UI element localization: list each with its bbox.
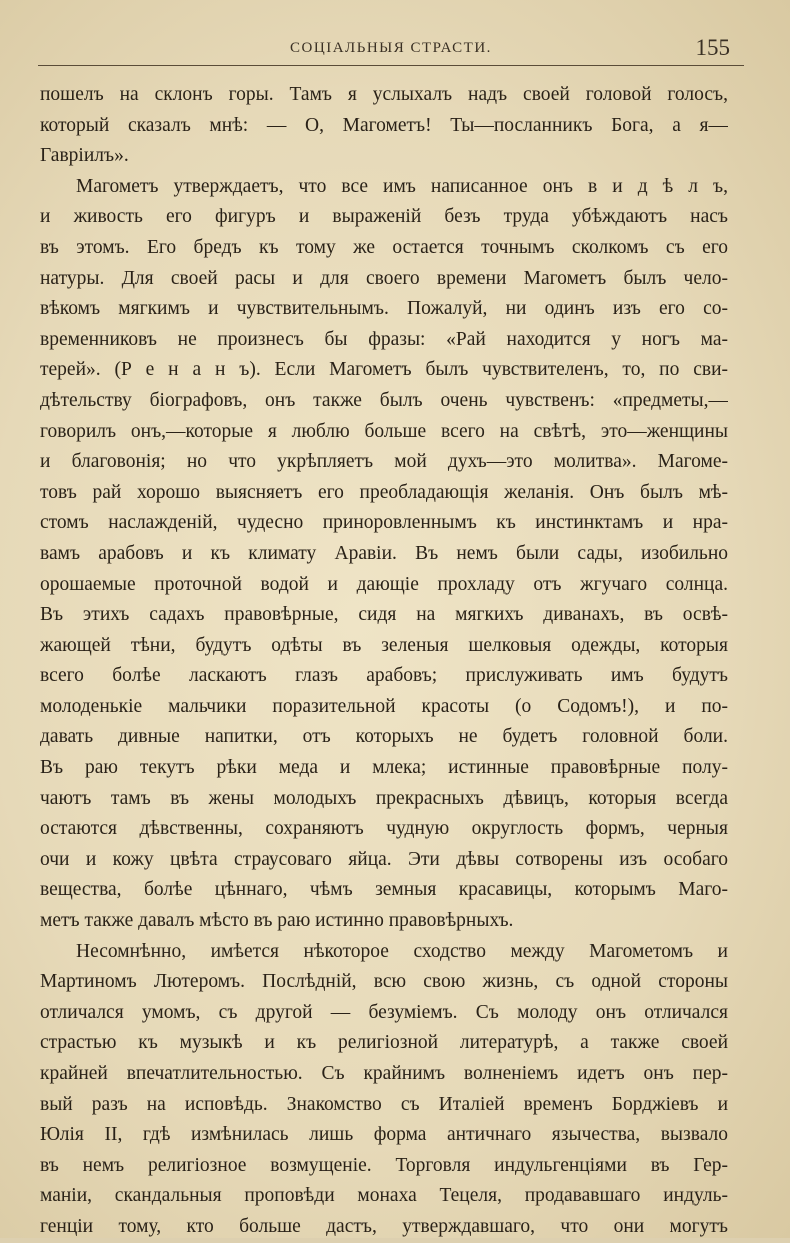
text-line: жающей тѣни, будутъ одѣты въ зеленыя шелковыя одежды, которыя (40, 634, 728, 656)
text-line: крайней впечатлительностью. Съ крайнимъ волненіемъ идетъ онъ пер- (40, 1063, 728, 1084)
text-line: очи и кожу цвѣта страусоваго яйца. Эти дѣвы сотворены изъ особаго (40, 848, 728, 870)
paragraph-3 (40, 937, 728, 1243)
text-line: дѣтельству біографовъ, онъ также былъ очень чувственъ: «предметы,— (40, 389, 728, 411)
text-line: генціи тому, кто больше дастъ, утверждавшаго, что они могутъ (40, 1215, 728, 1237)
text-line: остаются дѣвственны, сохраняютъ чудную округлость формъ, черныя (40, 818, 728, 840)
header-rule (38, 65, 744, 66)
text-line: чаютъ тамъ въ жены молодыхъ прекрасныхъ дѣвицъ, которыя всегда (40, 787, 728, 809)
running-title: СОЦІАЛЬНЫЯ СТРАСТИ. (290, 40, 492, 56)
text-line: Юлія II, гдѣ измѣнилась лишь форма античнаго язычества, вызвало (40, 1124, 728, 1146)
text-line: въ немъ религіозное возмущеніе. Торговля индульгенціями въ Гер- (40, 1154, 728, 1176)
text-line: давать дивные напитки, отъ которыхъ не будетъ головной боли. (40, 726, 728, 748)
text-line: въ этомъ. Его бредъ къ тому же остается точнымъ сколкомъ съ его (40, 236, 728, 258)
text-line: орошаемые проточной водой и дающіе прохладу отъ жгучаго солнца. (40, 573, 728, 595)
text-line: Мартиномъ Лютеромъ. Послѣдній, всю свою жизнь, съ одной стороны (40, 971, 728, 993)
page-header (38, 34, 744, 66)
text-line: пошелъ на склонъ горы. Тамъ я услыхалъ надъ своей головой голосъ, (40, 84, 728, 105)
paragraph-2 (40, 172, 728, 937)
text-line: товъ рай хорошо выясняетъ его преобладающія желанія. Онъ былъ мѣ- (40, 481, 728, 503)
paragraph-1 (40, 80, 728, 172)
text-line: Въ раю текутъ рѣки меда и млека; истинные правовѣрные полу- (40, 757, 728, 779)
page-number: 155 (695, 35, 730, 60)
text-line: всего болѣе ласкаютъ глазъ арабовъ; прислуживать имъ будутъ (40, 665, 728, 687)
text-line: и живость его фигуръ и выраженій безъ труда убѣждаютъ насъ (40, 206, 728, 228)
text-line: вещества, болѣе цѣннаго, чѣмъ земныя красавицы, которымъ Маго- (40, 879, 728, 901)
text-line: терей». (Р е н а н ъ). Если Магометъ былъ чувствителенъ, то, по сви- (40, 359, 728, 381)
text-line: Въ этихъ садахъ правовѣрные, сидя на мягкихъ диванахъ, въ освѣ- (40, 604, 728, 626)
text-line: временниковъ не произнесъ бы фразы: «Рай находится у ногъ ма- (40, 328, 728, 350)
text-line: и благовонія; но что укрѣпляетъ мой духъ—это молитва». Магоме- (40, 451, 728, 473)
text-line: который сказалъ мнѣ: — О, Магометъ! Ты—посланникъ Бога, а я— (40, 114, 728, 136)
text-line: вый разъ на исповѣдь. Знакомство съ Италіей временъ Борджіевъ и (40, 1093, 728, 1115)
text-line: страстью къ музыкѣ и къ религіозной литературѣ, а также своей (40, 1032, 728, 1054)
text-line: стомъ наслажденій, чудесно приноровленнымъ къ инстинктамъ и нра- (40, 512, 728, 534)
text-line: отличался умомъ, съ другой — безуміемъ. Съ молоду онъ отличался (40, 1001, 728, 1023)
text-line: Магометъ утверждаетъ, что все имъ написанное онъ в и д ѣ л ъ, (76, 175, 728, 197)
text-line: метъ также давалъ мѣсто въ раю истинно правовѣрныхъ. (40, 910, 514, 932)
text-line: натуры. Для своей расы и для своего времени Магометъ былъ чело- (40, 267, 728, 289)
text-line: молоденькіе мальчики поразительной красоты (о Содомъ!), и по- (40, 695, 728, 717)
text-line: вамъ арабовъ и къ климату Аравіи. Въ немъ были сады, изобильно (40, 542, 728, 564)
text-line: вѣкомъ мягкимъ и чувствительнымъ. Пожалуй, ни одинъ изъ его со- (40, 298, 728, 320)
text-line: Гавріилъ». (40, 145, 129, 167)
text-line: маніи, скандальныя проповѣди монаха Тецеля, продававшаго индуль- (40, 1185, 728, 1207)
text-line: говорилъ онъ,—которые я люблю больше всего на свѣтѣ, это—женщины (40, 420, 728, 442)
body-text (40, 80, 728, 1243)
text-line: Несомнѣнно, имѣется нѣкоторое сходство между Магометомъ и (76, 940, 728, 962)
